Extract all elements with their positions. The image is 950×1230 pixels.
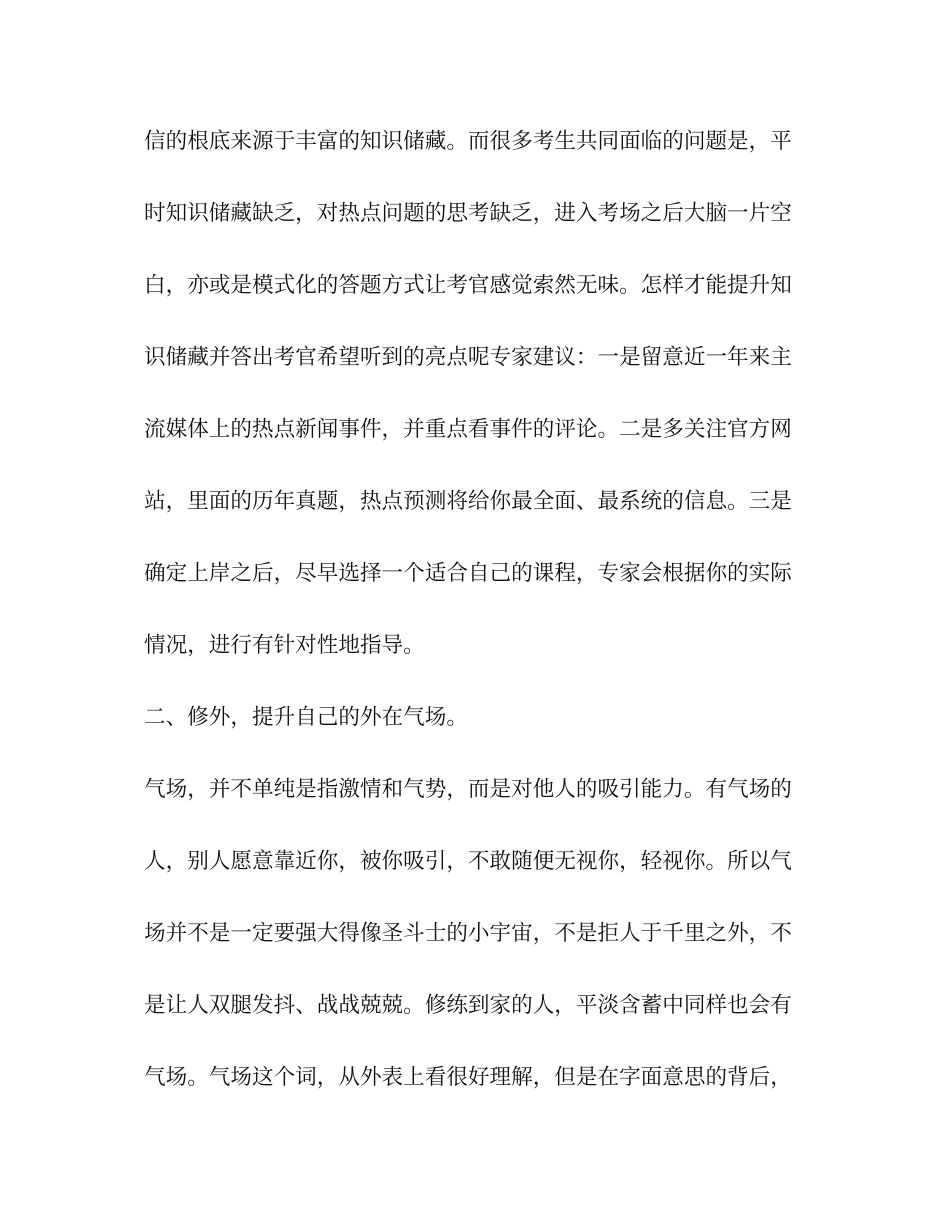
text-line-2: 时知识储藏缺乏，对热点问题的思考缺乏，进入考场之后大脑一片空: [144, 201, 792, 226]
section-heading: 二、修外，提升自己的外在气场。: [144, 705, 468, 730]
text-line-5: 流媒体上的热点新闻事件，并重点看事件的评论。二是多关注官方网: [144, 417, 792, 442]
text-line-7: 确定上岸之后，尽早选择一个适合自己的课程，专家会根据你的实际: [144, 561, 792, 586]
text-line-13: 是让人双腿发抖、战战兢兢。修练到家的人，平淡含蓄中同样也会有: [144, 993, 792, 1018]
text-line-8: 情况，进行有针对性地指导。: [144, 633, 425, 658]
text-line-4: 识储藏并答出考官希望听到的亮点呢专家建议：一是留意近一年来主: [144, 345, 792, 370]
text-line-3: 白，亦或是模式化的答题方式让考官感觉索然无味。怎样才能提升知: [144, 273, 792, 298]
text-line-6: 站，里面的历年真题，热点预测将给你最全面、最系统的信息。三是: [144, 489, 792, 514]
text-line-1: 信的根底来源于丰富的知识储藏。而很多考生共同面临的问题是，平: [144, 129, 792, 154]
text-line-14: 气场。气场这个词，从外表上看很好理解，但是在字面意思的背后，: [144, 1065, 792, 1090]
text-line-12: 场并不是一定要强大得像圣斗士的小宇宙，不是拒人于千里之外，不: [144, 921, 792, 946]
text-line-11: 人，别人愿意靠近你，被你吸引，不敢随便无视你，轻视你。所以气: [144, 849, 792, 874]
text-line-10: 气场，并不单纯是指激情和气势，而是对他人的吸引能力。有气场的: [144, 777, 792, 802]
